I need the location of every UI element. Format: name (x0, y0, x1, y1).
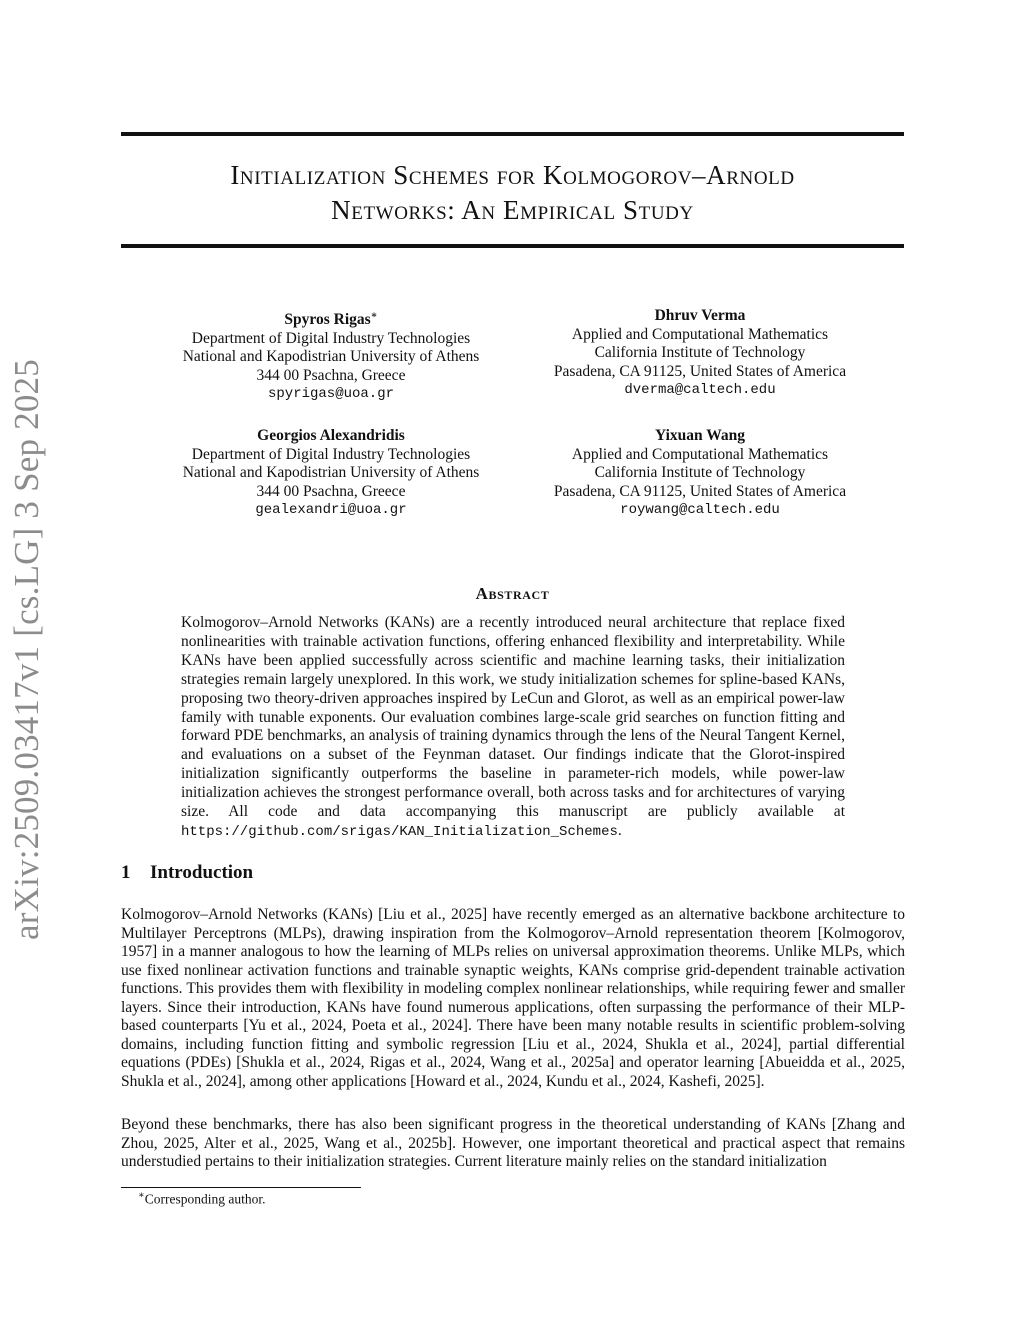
footnote-text: Corresponding author. (144, 1191, 266, 1207)
footnote (138, 1190, 266, 1208)
author-department: Applied and Computational Mathematics (571, 445, 829, 463)
title-line-2: Networks: An Empirical Study (331, 195, 694, 225)
author-address: 344 00 Psachna, Greece (256, 482, 406, 500)
author-block-georgios-alexandridis (151, 427, 511, 520)
title-rule-top (121, 132, 904, 136)
paragraph: Kolmogorov–Arnold Networks (KANs) [Liu et al., 2025] have recently emerged as an alternative backbone architecture to Multilayer Perceptrons (MLPs), drawing inspiration from the Kolmogorov–Arnold representation theorem [Kolmogorov, 1957] in a manner analogous to how the learning of MLPs relies on universal approximation theorems. Unlike MLPs, which use fixed nonlinear activation functions and trainable synaptic weights, KANs comprise grid-dependent trainable activation functions. This provides them with flexibility in modeling complex nonlinear relationships, while requiring fewer and smaller layers. Since their introduction, KANs have found numerous applications, often surpassing the performance of their MLP-based counterparts [Yu et al., 2024, Poeta et al., 2024]. There have been many notable results in scientific problem-solving domains, including function fitting and symbolic regression [Liu et al., 2024, Shukla et al., 2024], partial differential equations (PDEs) [Shukla et al., 2024, Rigas et al., 2024, Wang et al., 2025a] and operator learning [Abueidda et al., 2025, Shukla et al., 2024], among other applications [Howard et al., 2024, Kundu et al., 2024, Kashefi, 2025]. (121, 906, 905, 1090)
author-address: Pasadena, CA 91125, United States of America (553, 482, 847, 500)
author-institution: National and Kapodistrian University of Athens (182, 464, 480, 481)
author-block-dhruv-verma (520, 307, 880, 400)
title-line-1: Initialization Schemes for Kolmogorov–Arnold (230, 160, 795, 190)
title-rule-bottom (121, 244, 904, 248)
author-institution: National and Kapodistrian University of Athens (182, 348, 480, 366)
author-address: Pasadena, CA 91125, United States of America (553, 362, 847, 380)
abstract-end: . (617, 821, 622, 839)
author-email[interactable]: dverma@caltech.edu (624, 382, 776, 398)
author-name: Dhruv Verma (654, 307, 746, 324)
abstract-heading: Abstract (475, 584, 550, 603)
author-block-spyros-rigas (151, 307, 511, 404)
author-block-yixuan-wang (520, 427, 880, 520)
abstract-body: Kolmogorov–Arnold Networks (KANs) are a recently introduced neural architecture that replace fixed nonlinearities with trainable activation functions, offering enhanced flexibility and interpretability. While KANs have been applied successfully across scientific and machine learning tasks, their initialization strategies remain largely unexplored. In this work, we study initialization schemes for spline-based KANs, proposing two theory-driven approaches inspired by LeCun and Glorot, as well as an empirical power-law family with tunable exponents. Our evaluation combines large-scale grid searches on function fitting and forward PDE benchmarks, an analysis of training dynamics through the lens of the Neural Tangent Kernel, and evaluations on a subset of the Feynman dataset. Our findings indicate that the Glorot-inspired initialization significantly outperforms the baseline in parameter-rich models, while power-law initialization achieves the strongest performance overall, both across tasks and for architectures of varying size. All code and data accompanying this manuscript are publicly available at (181, 614, 845, 821)
author-email[interactable]: roywang@caltech.edu (620, 502, 780, 518)
paper-title (121, 158, 904, 228)
section-number: 1 (121, 862, 131, 883)
corresponding-marker: ∗ (370, 310, 378, 321)
author-name: Yixuan Wang (654, 427, 746, 444)
section-title: Introduction (150, 862, 254, 883)
author-name: Georgios Alexandridis (257, 427, 405, 444)
footnote-marker: ∗ (138, 1190, 145, 1201)
author-name: Spyros Rigas∗ (284, 310, 378, 329)
footnote-divider (121, 1187, 361, 1188)
author-department: Department of Digital Industry Technologies (191, 329, 471, 347)
paragraph: Beyond these benchmarks, there has also been significant progress in the theoretical understanding of KANs [Zhang and Zhou, 2025, Alter et al., 2025, Wang et al., 2025b]. However, one important theoretical and practical aspect that remains understudied pertains to their initialization strategies. Current literature mainly relies on the standard initialization (121, 1116, 905, 1170)
author-address: 344 00 Psachna, Greece (256, 366, 406, 384)
section-heading-introduction (121, 862, 253, 884)
author-institution: California Institute of Technology (594, 344, 806, 361)
author-email[interactable]: spyrigas@uoa.gr (267, 386, 395, 403)
author-department: Applied and Computational Mathematics (571, 325, 829, 343)
author-email[interactable]: gealexandri@uoa.gr (255, 502, 407, 518)
abstract-text (181, 614, 845, 842)
code-repository-link[interactable]: https://github.com/srigas/KAN_Initialization_Schemes (181, 823, 618, 840)
author-institution: California Institute of Technology (594, 464, 806, 481)
arxiv-identifier: arXiv:2509.03417v1 [cs.LG] 3 Sep 2025 (7, 359, 46, 940)
author-department: Department of Digital Industry Technologies (191, 445, 471, 463)
